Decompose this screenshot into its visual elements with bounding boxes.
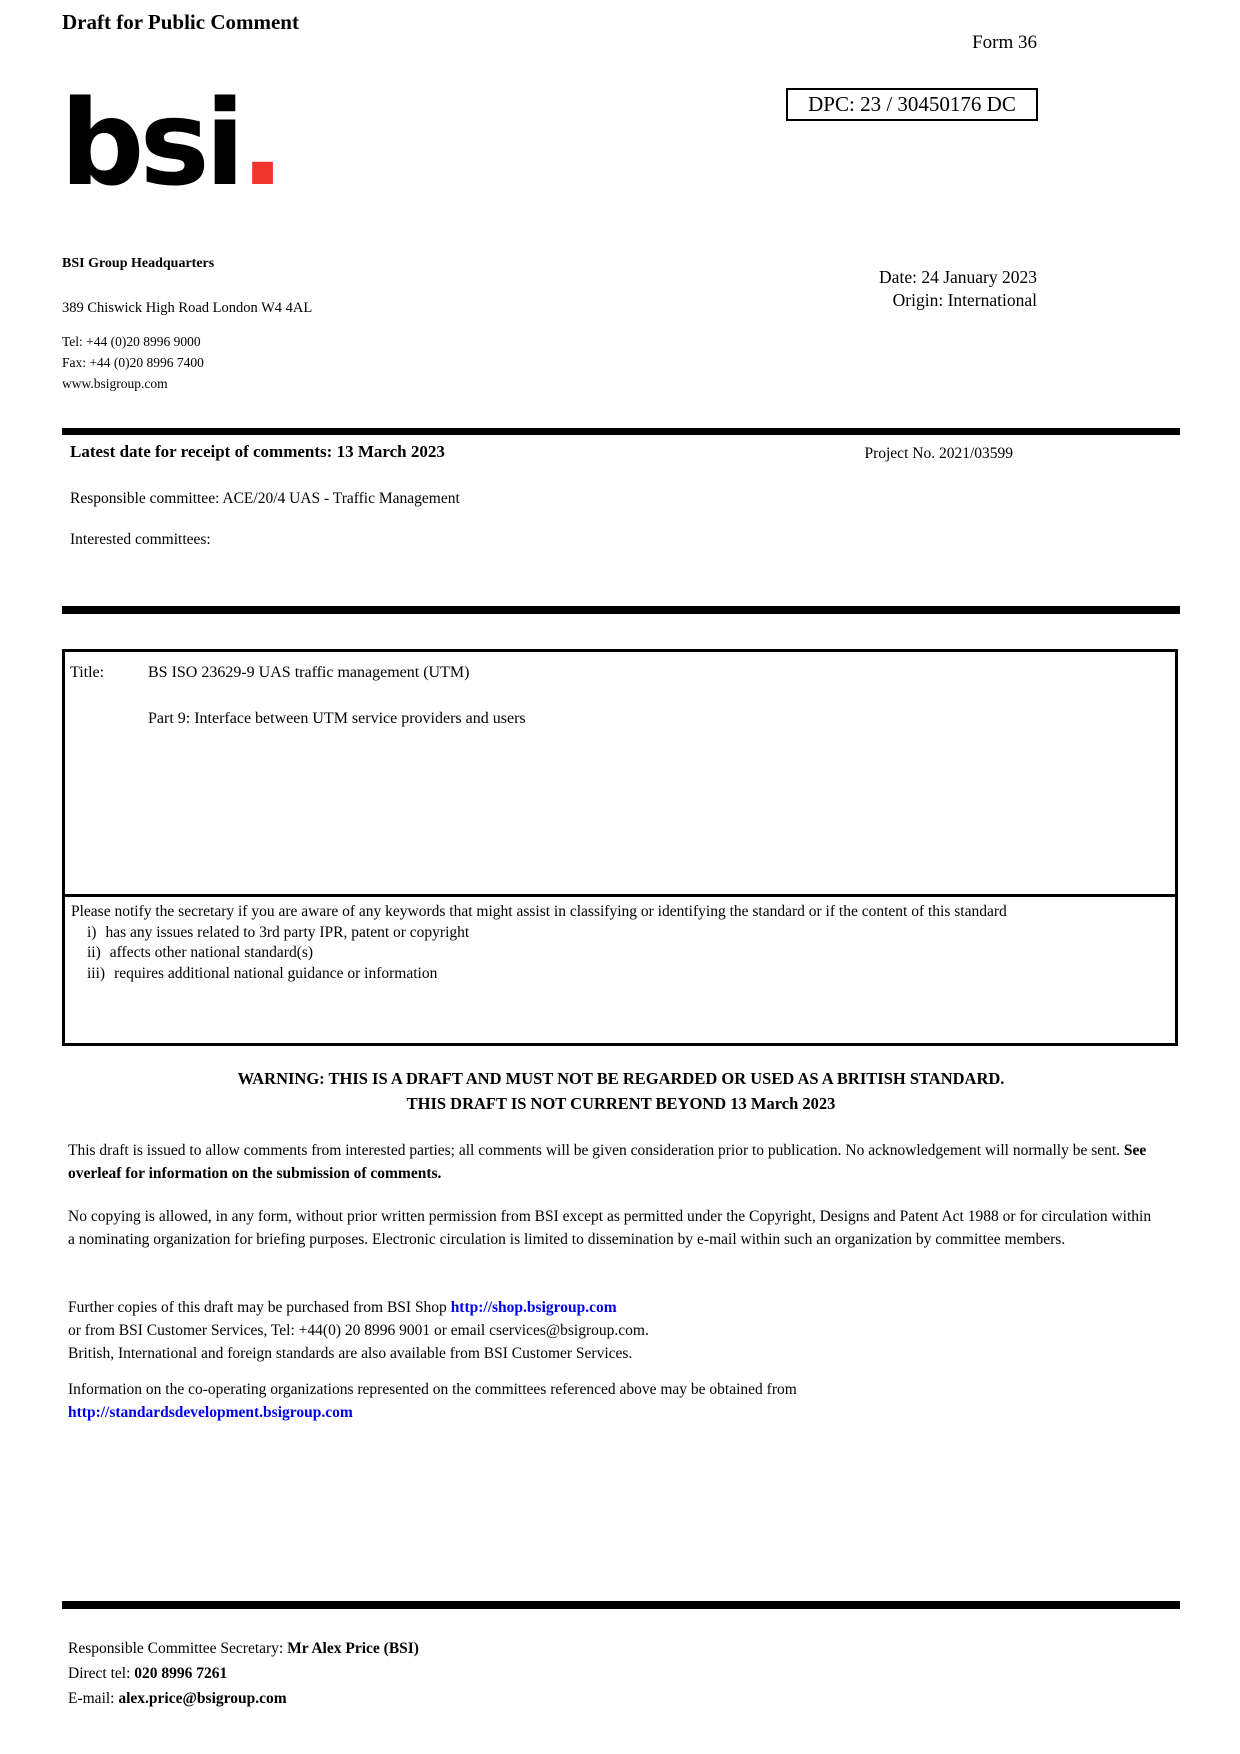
secretary-label: Responsible Committee Secretary:	[68, 1640, 288, 1657]
responsible-committee-line: Responsible committee: ACE/20/4 UAS - Traffic Management	[70, 490, 460, 507]
hq-title: BSI Group Headquarters	[62, 256, 215, 271]
paragraph-overleaf-bold: See overleaf for information on the submission of comments.	[68, 1142, 1147, 1182]
keywords-item-2	[87, 943, 1167, 964]
warning-line-2: THIS DRAFT IS NOT CURRENT BEYOND 13 March 2023	[406, 1094, 836, 1113]
divider-bar-top	[62, 428, 1180, 435]
title-label: Title:	[70, 664, 105, 681]
dpc-reference-box	[786, 88, 1038, 121]
email-value: alex.price@bsigroup.com	[118, 1690, 287, 1707]
project-number: Project No. 2021/03599	[864, 445, 1013, 462]
purchase-text: Further copies of this draft may be purchased from BSI Shop	[68, 1299, 451, 1316]
keywords-intro: Please notify the secretary if you are aware of any keywords that might assist in classifying or identifying the standard or if the content of this standard	[71, 903, 1007, 920]
hq-contact-block	[62, 331, 204, 394]
keywords-item-1-text: has any issues related to 3rd party IPR, patent or copyright	[105, 923, 470, 941]
paragraph-purchase-line-2: or from BSI Customer Services, Tel: +44(0) 20 8996 9001 or email cservices@bsigroup.com.	[68, 1322, 649, 1339]
paragraph-draft-comments	[68, 1139, 1160, 1185]
direct-tel-value: 020 8996 7261	[134, 1665, 228, 1682]
footer-email-line	[68, 1686, 419, 1711]
keywords-item-3-num: iii)	[87, 964, 106, 982]
keywords-item-3-text: requires additional national guidance or information	[114, 964, 438, 982]
keywords-item-1-num: i)	[87, 923, 97, 941]
bsi-logo-text: bsi	[60, 74, 241, 212]
origin-value: Origin: International	[892, 290, 1037, 310]
bsi-logo	[60, 74, 285, 212]
cooperating-orgs-text: Information on the co-operating organizations represented on the committees referenced above may be obtained from	[68, 1381, 797, 1398]
footer-tel-line	[68, 1661, 419, 1686]
paragraph-draft-comments-text: This draft is issued to allow comments from interested parties; all comments will be given consideration prior to publication. No acknowledgement will normally be sent.	[68, 1142, 1124, 1159]
title-part9: Part 9: Interface between UTM service providers and users	[148, 710, 526, 727]
paragraph-purchase-line-1	[68, 1296, 1160, 1319]
divider-bar-middle	[62, 606, 1180, 614]
hq-address: 389 Chiswick High Road London W4 4AL	[62, 300, 313, 316]
standards-development-link[interactable]: http://standardsdevelopment.bsigroup.com	[68, 1404, 353, 1421]
divider-bar-bottom	[62, 1601, 1180, 1609]
page-title: Draft for Public Comment	[62, 10, 299, 34]
hq-tel: Tel: +44 (0)20 8996 9000	[62, 334, 201, 349]
secretary-name: Mr Alex Price (BSI)	[287, 1640, 419, 1657]
warning-block	[62, 1066, 1180, 1116]
footer-secretary-line	[68, 1636, 419, 1661]
keywords-item-1	[87, 923, 1167, 944]
interested-committees-line: Interested committees:	[70, 531, 211, 548]
paragraph-copyright: No copying is allowed, in any form, without prior written permission from BSI except as permitted under the Copyright, Designs and Patent Act 1988 or for circulation within a nominating organization for briefing purposes. Electronic circulation is limited to dissemination by e-mail within such an organization by committee members.	[68, 1208, 1152, 1248]
hq-fax: Fax: +44 (0)20 8996 7400	[62, 355, 204, 370]
paragraph-purchase	[68, 1296, 1160, 1365]
keywords-item-2-text: affects other national standard(s)	[109, 944, 314, 961]
date-value: Date: 24 January 2023	[879, 267, 1037, 287]
form-number-label: Form 36	[972, 32, 1037, 53]
keywords-notice-box	[62, 894, 1178, 1046]
paragraph-cooperating-orgs	[68, 1378, 1160, 1424]
email-label: E-mail:	[68, 1690, 119, 1707]
latest-date-line: Latest date for receipt of comments: 13 March 2023	[70, 442, 445, 461]
direct-tel-label: Direct tel:	[68, 1665, 135, 1682]
title-box	[62, 649, 1178, 897]
title-value: BS ISO 23629-9 UAS traffic management (UTM)	[148, 664, 470, 681]
warning-line-1: WARNING: THIS IS A DRAFT AND MUST NOT BE REGARDED OR USED AS A BRITISH STANDARD.	[237, 1069, 1005, 1088]
keywords-item-3	[87, 964, 1167, 985]
meta-block	[879, 266, 1037, 312]
bsi-logo-red-dot: .	[240, 74, 285, 212]
keywords-item-2-num: ii)	[87, 944, 101, 961]
footer-contact-block	[68, 1636, 419, 1711]
paragraph-purchase-line-3: British, International and foreign standards are also available from BSI Customer Services.	[68, 1345, 633, 1362]
dpc-reference-value: DPC: 23 / 30450176 DC	[808, 92, 1016, 116]
bsi-shop-link[interactable]: http://shop.bsigroup.com	[450, 1299, 617, 1316]
hq-website: www.bsigroup.com	[62, 376, 168, 391]
